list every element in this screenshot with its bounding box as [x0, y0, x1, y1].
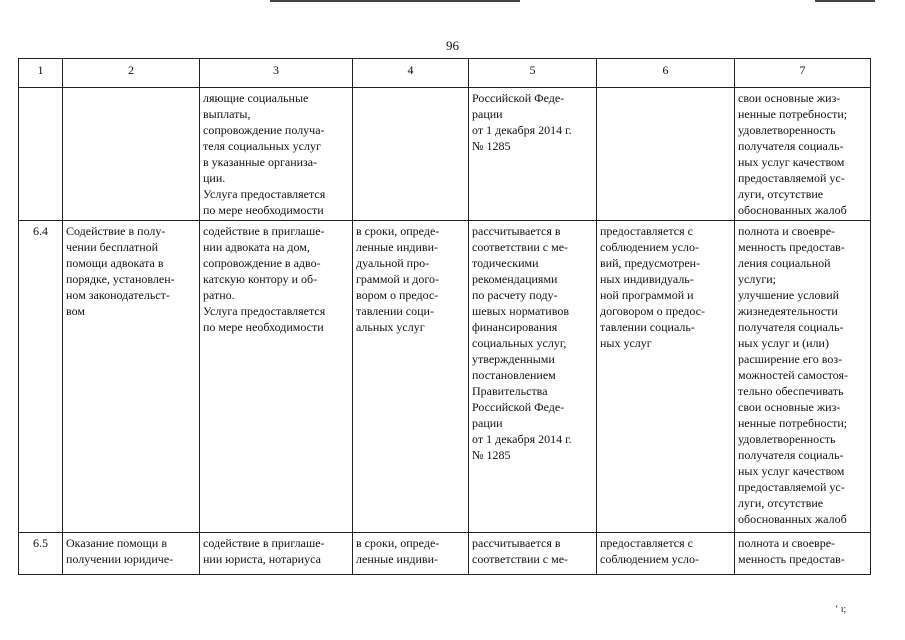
cell-line: № 1285 — [472, 139, 511, 153]
header-cell: 7 — [735, 59, 871, 88]
cell-line: можностей самостоя- — [738, 368, 849, 382]
cell-line: ных услуг и (или) — [738, 336, 829, 350]
table-row — [19, 221, 871, 533]
cell-line: содействие в приглаше- — [203, 536, 325, 550]
cell-line: улучшение условий — [738, 288, 840, 302]
cell-line: получателя социаль- — [738, 139, 844, 153]
header-row — [19, 59, 871, 88]
cell-line: теля социальных услуг — [203, 139, 321, 153]
service-quality-cell — [735, 221, 871, 533]
table-row — [19, 88, 871, 221]
cell-line: ления социальной — [738, 256, 831, 270]
cell-line: соответствии с ме- — [472, 552, 569, 566]
cell-line: расширение его воз- — [738, 352, 843, 366]
scan-edge-line — [815, 0, 875, 2]
service-name-cell — [63, 88, 200, 221]
cell-line: ных услуг — [600, 336, 652, 350]
header-cell: 3 — [200, 59, 353, 88]
cell-line: ной программой и — [600, 288, 694, 302]
cell-line: вором о предос- — [356, 288, 439, 302]
cell-line: удовлетворенность — [738, 123, 836, 137]
cell-line: Услуга предоставляется — [203, 304, 326, 318]
header-cell: 6 — [597, 59, 735, 88]
cell-line: в сроки, опреде- — [356, 536, 440, 550]
row-number-cell — [19, 88, 63, 221]
header-cell: 1 — [19, 59, 63, 88]
row-number-cell: 6.4 — [19, 221, 63, 533]
cell-line: получении юридиче- — [66, 552, 174, 566]
cell-line: соблюдением усло- — [600, 552, 699, 566]
cell-line: ненные потребности; — [738, 107, 848, 121]
cell-line: предоставляемой ус- — [738, 480, 845, 494]
cell-line: ции. — [203, 171, 226, 185]
cell-line: обоснованных жалоб — [738, 203, 847, 217]
cell-line: № 1285 — [472, 448, 511, 462]
cell-line: рассчитывается в — [472, 536, 561, 550]
service-description-cell — [200, 221, 353, 533]
cell-line: менность предостав- — [738, 552, 845, 566]
cell-line: ратно. — [203, 288, 235, 302]
cell-line: луги, отсутствие — [738, 496, 824, 510]
cell-line: тавлении соци- — [356, 304, 434, 318]
cell-line: тельно обеспечивать — [738, 384, 844, 398]
cell-line: от 1 декабря 2014 г. — [472, 123, 572, 137]
cell-line: социальных услуг, — [472, 336, 567, 350]
cell-line: ляющие социальные — [203, 91, 309, 105]
cell-line: ленные индиви- — [356, 552, 439, 566]
cell-line: удовлетворенность — [738, 432, 836, 446]
cell-line: рации — [472, 416, 503, 430]
service-cost-cell — [469, 88, 597, 221]
service-terms-cell — [353, 221, 469, 533]
cell-line: соответствии с ме- — [472, 240, 569, 254]
cell-line: Правительства — [472, 384, 548, 398]
service-name-cell — [63, 221, 200, 533]
cell-line: Услуга предоставляется — [203, 187, 326, 201]
cell-line: сопровождение получа- — [203, 123, 325, 137]
cell-line: шевых нормативов — [472, 304, 569, 318]
cell-line: свои основные жиз- — [738, 400, 841, 414]
cell-line: луги, отсутствие — [738, 187, 824, 201]
cell-line: ных услуг качеством — [738, 464, 845, 478]
service-cost-cell — [469, 221, 597, 533]
cell-line: получателя социаль- — [738, 448, 844, 462]
cell-line: предоставляемой ус- — [738, 171, 845, 185]
cell-line: тавлении социаль- — [600, 320, 695, 334]
service-conditions-cell — [597, 221, 735, 533]
scan-marks: ‘ ι; — [835, 604, 847, 615]
header-cell: 5 — [469, 59, 597, 88]
cell-line: предоставляется с — [600, 536, 693, 550]
service-cost-cell — [469, 533, 597, 575]
cell-line: услуги; — [738, 272, 776, 286]
service-terms-cell — [353, 88, 469, 221]
cell-line: дуальной про- — [356, 256, 430, 270]
cell-line: Содействие в полу- — [66, 224, 166, 238]
row-number-cell: 6.5 — [19, 533, 63, 575]
service-conditions-cell — [597, 88, 735, 221]
services-table — [18, 58, 871, 575]
scan-edge-line — [270, 0, 520, 2]
cell-line: ных индивидуаль- — [600, 272, 694, 286]
cell-line: сопровождение в адво- — [203, 256, 321, 270]
cell-line: получателя социаль- — [738, 320, 844, 334]
service-description-cell — [200, 88, 353, 221]
cell-line: альных услуг — [356, 320, 425, 334]
service-terms-cell — [353, 533, 469, 575]
cell-line: рекомендациями — [472, 272, 558, 286]
table-row — [19, 533, 871, 575]
cell-line: финансирования — [472, 320, 558, 334]
service-name-cell — [63, 533, 200, 575]
cell-line: вом — [66, 304, 85, 318]
cell-line: содействие в приглаше- — [203, 224, 325, 238]
header-cell: 2 — [63, 59, 200, 88]
cell-line: порядке, установлен- — [66, 272, 175, 286]
cell-line: вий, предусмотрен- — [600, 256, 701, 270]
cell-line: постановлением — [472, 368, 556, 382]
page-number: 96 — [446, 38, 459, 53]
cell-line: предоставляется с — [600, 224, 693, 238]
cell-line: менность предостав- — [738, 240, 845, 254]
cell-line: обоснованных жалоб — [738, 512, 847, 526]
cell-line: Российской Феде- — [472, 400, 565, 414]
service-description-cell — [200, 533, 353, 575]
cell-line: нии юриста, нотариуса — [203, 552, 321, 566]
cell-line: по мере необходимости — [203, 203, 324, 217]
cell-line: тодическими — [472, 256, 539, 270]
cell-line: свои основные жиз- — [738, 91, 841, 105]
cell-line: граммой и дого- — [356, 272, 440, 286]
cell-line: в сроки, опреде- — [356, 224, 440, 238]
header-cell: 4 — [353, 59, 469, 88]
cell-line: рассчитывается в — [472, 224, 561, 238]
cell-line: соблюдением усло- — [600, 240, 699, 254]
cell-line: ных услуг качеством — [738, 155, 845, 169]
cell-line: полнота и своевре- — [738, 224, 836, 238]
cell-line: жизнедеятельности — [738, 304, 838, 318]
service-conditions-cell — [597, 533, 735, 575]
cell-line: катскую контору и об- — [203, 272, 318, 286]
cell-line: чении бесплатной — [66, 240, 159, 254]
cell-line: утвержденными — [472, 352, 555, 366]
service-quality-cell — [735, 533, 871, 575]
cell-line: Оказание помощи в — [66, 536, 167, 550]
cell-line: договором о предос- — [600, 304, 705, 318]
cell-line: в указанные организа- — [203, 155, 318, 169]
cell-line: по расчету поду- — [472, 288, 558, 302]
cell-line: полнота и своевре- — [738, 536, 836, 550]
cell-line: по мере необходимости — [203, 320, 324, 334]
cell-line: Российской Феде- — [472, 91, 565, 105]
cell-line: рации — [472, 107, 503, 121]
cell-line: от 1 декабря 2014 г. — [472, 432, 572, 446]
cell-line: ном законодательст- — [66, 288, 170, 302]
cell-line: помощи адвоката в — [66, 256, 164, 270]
cell-line: выплаты, — [203, 107, 251, 121]
cell-line: ненные потребности; — [738, 416, 848, 430]
cell-line: нии адвоката на дом, — [203, 240, 310, 254]
cell-line: ленные индиви- — [356, 240, 439, 254]
service-quality-cell — [735, 88, 871, 221]
